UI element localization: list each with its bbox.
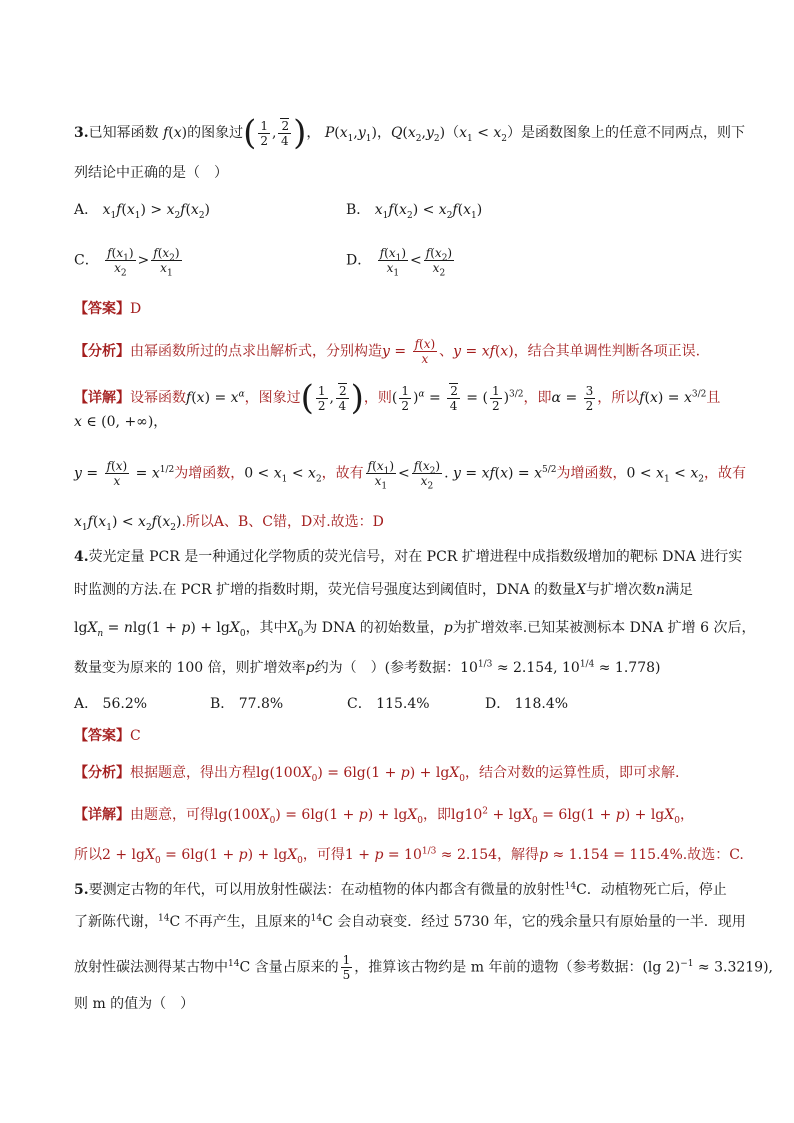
option-label: D． bbox=[346, 252, 372, 269]
q3-option-b: B． $x_1f(x_2) < x_2f(x_1)$ bbox=[346, 202, 483, 221]
q4-detail-line1: 【详解】由题意，可得$\lg(100X_0) = 6\lg(1 + p) + \lg X_0$，即$\lg 10^2 + \lg X_0 = 6\lg(1 + p) + \lg X_0$， bbox=[74, 806, 694, 826]
q5-stem-line3: 放射性碳法测得某古物中$^{14}$C 含量占原来的 $\frac{1}{5}$ ，推算该古物约是 m 年前的遗物（参考数据：(lg 2)$^{-1}$ ≈ 3.3219), bbox=[74, 953, 774, 982]
q3-number: 3. bbox=[74, 125, 89, 141]
q4-number: 4. bbox=[74, 549, 89, 565]
q3-stem-text: （ bbox=[445, 125, 460, 141]
q4-option-d: D． 118.4% bbox=[485, 696, 569, 712]
q4-analysis: 【分析】根据题意，得出方程$\lg(100X_0) = 6\lg(1 + p) + \lg X_0$，结合对数的运算性质，即可求解. bbox=[74, 765, 680, 784]
q4-stem-line4: 数量变为原来的 100 倍，则扩增效率p约为（ ）(参考数据：$10^{1/3} \approx 2.154$, $10^{1/4} \approx 1.778$) bbox=[74, 659, 661, 676]
analysis-tag: 【分析】 bbox=[74, 765, 130, 781]
option-label: C． bbox=[74, 252, 99, 269]
q4-option-a: A． 56.2% bbox=[74, 696, 148, 712]
q3-stem-text: ， bbox=[376, 125, 391, 141]
q3-stem-text: ， bbox=[306, 125, 321, 141]
q3-detail-line1: 【详解】设幂函数$f(x) = x^\alpha$，图象过( $\frac{1}{2}$ , $\frac{2}{4}$ )，则( $\frac{1}{2}$ )$^\alpha$ = $\frac{2}{4}$ = ( $\frac{1}{2}$ )$^{3/2}$，即α = $\frac{3}{2}$ ，所以$f(x) = x^{3/2}$且 bbox=[74, 378, 721, 418]
detail-tag: 【详解】 bbox=[74, 807, 130, 823]
answer-tag: 【答案】 bbox=[74, 301, 130, 317]
q3-option-d: D． $\frac{f(x_1)}{x_1}$ < $\frac{f(x_2)}{x_2}$ bbox=[346, 246, 453, 279]
q4-answer bbox=[74, 726, 141, 746]
q5-stem-line4: 则 m 的值为（ ） bbox=[74, 996, 195, 1012]
answer-value: D bbox=[130, 301, 142, 317]
q3-stem-text: 已知幂函数 bbox=[88, 125, 159, 141]
answer-value: C bbox=[130, 728, 141, 744]
q4-stem-line1: 4.荧光定量 PCR 是一种通过化学物质的荧光信号，对在 PCR 扩增进程中成指数级增加的靶标 DNA 进行实 bbox=[74, 549, 743, 565]
option-label: A． bbox=[74, 202, 99, 218]
q4-detail-line2: 所以2 + lgX$_0$ = 6lg(1 + p) + lgX$_0$，可得$1 + p = 10^{1/3} \approx 2.154$，解得p ≈ 1.154 = 115.4%.故选：C. bbox=[74, 846, 744, 866]
q3-analysis: 【分析】由幂函数所过的点求出解析式，分别构造y = $\frac{f(x)}{x}$ 、y = xf(x)，结合其单调性判断各项正误. bbox=[74, 337, 701, 366]
q3-option-c: C． $\frac{f(x_1)}{x_2}$ > $\frac{f(x_2)}{x_1}$ bbox=[74, 246, 180, 279]
analysis-tag: 【分析】 bbox=[74, 343, 130, 360]
q3-detail-line3: y = $\frac{f(x)}{x}$ = $x^{1/2}$为增函数，$0 < x_1 < x_2$，故有 $\frac{f(x_1)}{x_1}$ < $\frac{f(x_2)}{x_2}$ . $y = xf(x) = x^{5/2}$为增函数，$0 < x_1 < x_2$，故有 bbox=[74, 459, 746, 492]
q3-stem-text: ）是函数图象上的任意不同两点，则下 bbox=[507, 125, 746, 141]
q3-stem-line2: 列结论中正确的是（ ） bbox=[74, 165, 228, 181]
q3-answer bbox=[74, 299, 141, 319]
q4-option-c: C． 115.4% bbox=[347, 696, 430, 712]
q5-stem-line2: 了新陈代谢，$^{14}$C 不再产生，且原来的$^{14}$C 会自动衰变．经过 5730 年，它的残余量只有原始量的一半．现用 bbox=[74, 913, 746, 930]
q3-detail-line2: x ∈ (0, +∞)， bbox=[74, 414, 168, 430]
q5-number: 5. bbox=[74, 882, 89, 898]
option-label: B． bbox=[346, 202, 371, 218]
q3-stem-line1: 3.已知幂函数 f(x)的图象过( $\frac{1}{2}$ , $\frac{2}{4}$ )， $P(x_1,y_1)$，$Q(x_2,y_2)(x_1 < x_2)$是函数图象上的任意不同两点，则下 bbox=[74, 113, 746, 153]
q4-stem-line2: 时监测的方法.在 PCR 扩增的指数时期，荧光信号强度达到阈值时，DNA 的数量X与扩增次数n满足 bbox=[74, 582, 694, 598]
q4-option-b: B． 77.8% bbox=[210, 696, 284, 712]
answer-tag: 【答案】 bbox=[74, 728, 130, 744]
q3-option-a: A． $x_1f(x_1) > x_2f(x_2)$ bbox=[74, 202, 211, 221]
q3-stem-text: 的图象过 bbox=[187, 125, 244, 141]
q5-stem-line1: 5.要测定古物的年代，可以用放射性碳法：在动植物的体内都含有微量的放射性$^{14}$C．动植物死亡后，停止 bbox=[74, 881, 727, 898]
q4-stem-line3: lgX$_n$ = nlg(1 + p) + lgX$_0$，其中$X_0$为 DNA 的初始数量，p为扩增效率.已知某被测标本 DNA 扩增 6 次后， bbox=[74, 620, 756, 639]
q3-detail-line4: $x_1f(x_1) < x_2f(x_2)$.所以A、B、C错，D对.故选：D bbox=[74, 514, 384, 533]
detail-tag: 【详解】 bbox=[74, 390, 130, 406]
